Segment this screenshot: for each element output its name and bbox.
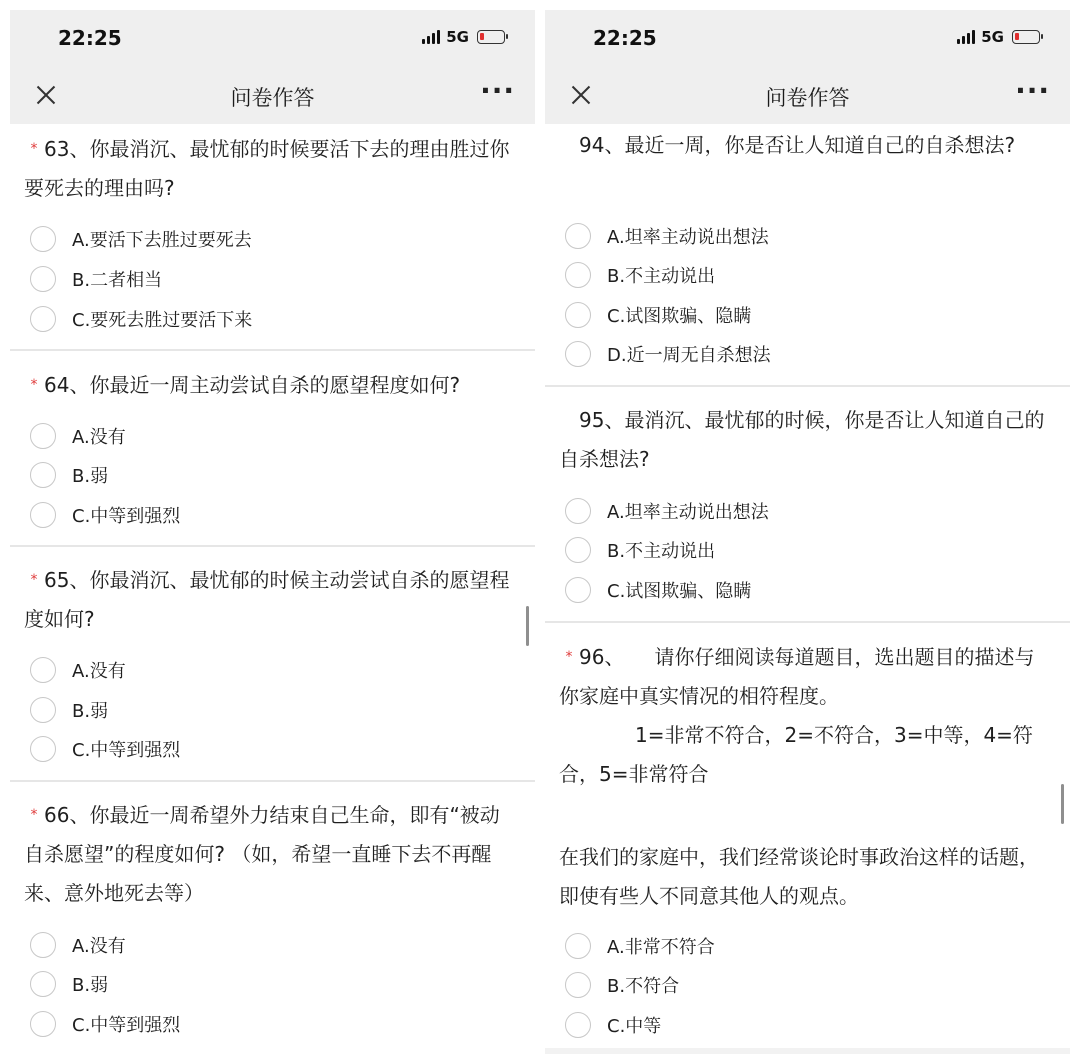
radio-button[interactable] — [565, 577, 591, 603]
radio-button[interactable] — [30, 1011, 56, 1037]
nav-bar — [10, 68, 535, 124]
radio-button[interactable] — [565, 262, 591, 288]
radio-button[interactable] — [30, 423, 56, 449]
right-phone-screen — [545, 10, 1070, 1054]
option-94-c[interactable]: C.试图欺骗、隐瞒 — [565, 299, 751, 331]
radio-button[interactable] — [30, 306, 56, 332]
page-title: 问卷作答 — [765, 86, 850, 110]
scrollbar[interactable] — [526, 606, 529, 646]
question-divider — [10, 349, 535, 351]
option-96-b[interactable]: B.不符合 — [565, 969, 679, 1001]
radio-button[interactable] — [30, 657, 56, 683]
option-66-b[interactable]: B.弱 — [30, 968, 108, 1000]
question-96-statement: 在我们的家庭中，我们经常谈论时事政治这样的话题，即使有些人不同意其他人的观点。 — [559, 845, 1039, 908]
option-63-a[interactable]: A.要活下去胜过要死去 — [30, 223, 252, 255]
battery-icon — [477, 30, 505, 44]
radio-button[interactable] — [30, 266, 56, 292]
option-63-c[interactable]: C.要死去胜过要活下来 — [30, 303, 252, 335]
required-mark: * — [565, 649, 573, 665]
required-mark: * — [30, 377, 38, 393]
option-63-b[interactable]: B.二者相当 — [30, 263, 162, 295]
radio-button[interactable] — [565, 972, 591, 998]
network-type: 5G — [981, 28, 1004, 46]
nav-bar — [545, 68, 1070, 124]
network-type: 5G — [446, 28, 469, 46]
radio-button[interactable] — [30, 697, 56, 723]
question-65-text: * 65、你最消沉、最忧郁的时候主动尝试自杀的愿望程度如何? — [24, 561, 517, 639]
left-phone-screen — [10, 10, 535, 1054]
radio-button[interactable] — [565, 223, 591, 249]
survey-content[interactable] — [10, 124, 535, 1054]
option-95-a[interactable]: A.坦率主动说出想法 — [565, 495, 769, 527]
radio-button[interactable] — [30, 502, 56, 528]
radio-button[interactable] — [30, 226, 56, 252]
radio-button[interactable] — [30, 932, 56, 958]
required-mark: * — [30, 572, 38, 588]
radio-button[interactable] — [565, 341, 591, 367]
question-94-text: 94、最近一周，你是否让人知道自己的自杀想法? — [579, 133, 1016, 157]
option-64-a[interactable]: A.没有 — [30, 420, 126, 452]
status-bar — [545, 10, 1070, 68]
radio-button[interactable] — [30, 736, 56, 762]
question-96-text: * 96、 请你仔细阅读每道题目，选出题目的描述与你家庭中真实情况的相符程度。 — [559, 638, 1052, 716]
radio-button[interactable] — [565, 933, 591, 959]
bottom-edge — [545, 1048, 1070, 1054]
more-options-icon[interactable]: ··· — [1015, 74, 1050, 107]
option-96-c[interactable]: C.中等 — [565, 1009, 661, 1041]
status-time: 22:25 — [58, 26, 122, 50]
radio-button[interactable] — [30, 462, 56, 488]
radio-button[interactable] — [565, 498, 591, 524]
more-options-icon[interactable]: ··· — [480, 74, 515, 107]
question-64-text: * 64、你最近一周主动尝试自杀的愿望程度如何? — [24, 366, 517, 405]
status-indicators — [957, 28, 1040, 46]
required-mark: * — [30, 807, 38, 823]
status-bar — [10, 10, 535, 68]
radio-button[interactable] — [565, 1012, 591, 1038]
page-title: 问卷作答 — [230, 86, 315, 110]
radio-button[interactable] — [565, 302, 591, 328]
required-mark: * — [30, 141, 38, 157]
status-time: 22:25 — [593, 26, 657, 50]
question-divider — [545, 621, 1070, 623]
question-66-text: * 66、你最近一周希望外力结束自己生命，即有“被动自杀愿望”的程度如何? （如，希望一直睡下去不再醒来、意外地死去等） — [24, 796, 517, 913]
option-95-b[interactable]: B.不主动说出 — [565, 534, 715, 566]
question-divider — [10, 780, 535, 782]
option-64-c[interactable]: C.中等到强烈 — [30, 499, 180, 531]
option-95-c[interactable]: C.试图欺骗、隐瞒 — [565, 574, 751, 606]
option-96-a[interactable]: A.非常不符合 — [565, 930, 715, 962]
status-indicators — [422, 28, 505, 46]
battery-icon — [1012, 30, 1040, 44]
question-95-text: 95、最消沉、最忧郁的时候，你是否让人知道自己的自杀想法? — [559, 408, 1045, 471]
scrollbar[interactable] — [1061, 784, 1064, 824]
question-63-text: * 63、你最消沉、最忧郁的时候要活下去的理由胜过你要死去的理由吗? — [24, 130, 517, 208]
question-96-scale: 1=非常不符合，2=不符合，3=中等，4=符合，5=非常符合 — [559, 723, 1033, 786]
radio-button[interactable] — [30, 971, 56, 997]
survey-content[interactable] — [545, 124, 1070, 1054]
option-66-a[interactable]: A.没有 — [30, 929, 126, 961]
option-94-b[interactable]: B.不主动说出 — [565, 259, 715, 291]
radio-button[interactable] — [565, 537, 591, 563]
option-94-a[interactable]: A.坦率主动说出想法 — [565, 220, 769, 252]
option-65-a[interactable]: A.没有 — [30, 654, 126, 686]
signal-icon — [422, 30, 440, 44]
option-94-d[interactable]: D.近一周无自杀想法 — [565, 338, 771, 370]
option-64-b[interactable]: B.弱 — [30, 459, 108, 491]
option-65-b[interactable]: B.弱 — [30, 694, 108, 726]
option-66-c[interactable]: C.中等到强烈 — [30, 1008, 180, 1040]
question-divider — [545, 385, 1070, 387]
signal-icon — [957, 30, 975, 44]
option-65-c[interactable]: C.中等到强烈 — [30, 733, 180, 765]
question-divider — [10, 545, 535, 547]
